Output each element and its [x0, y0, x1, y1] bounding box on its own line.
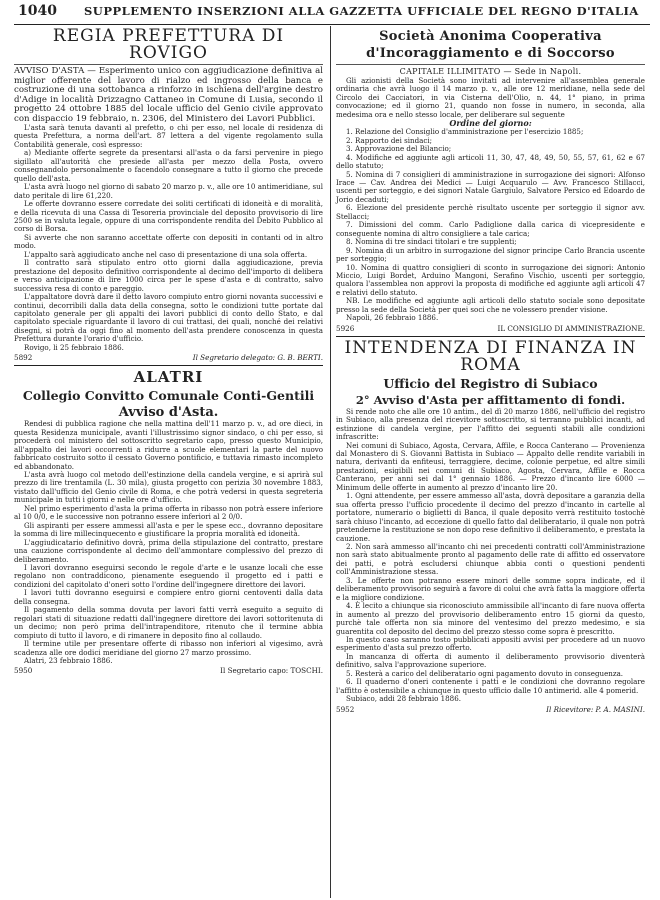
agenda-item: 3. Approvazione del Bilancio; [346, 144, 452, 154]
notice-date: Rovigo, li 25 febbraio 1886. [24, 342, 124, 352]
notice-subtitle-2: 2° Avviso d'Asta per affittamento di fondi. [355, 392, 626, 407]
notice-signature: Il Segretario delegato: G. B. BERTI. [192, 353, 323, 363]
notice-number: 5892 [14, 353, 33, 363]
agenda-list [336, 128, 645, 297]
paragraph: Le offerte dovranno essere corredate dei soliti certificati di idoneità e di moralità, e della ricevuta di una Cassa di Tesoreria provinciale del deposito provvisorio di lire 2500 se in valuta legale, oppure di una corrispondente rendita del Debito Pubblico al corso di Borsa. [14, 199, 323, 234]
paragraph: L'asta sarà tenuta davanti al prefetto, o chi per esso, nel locale di residenza di questa Prefettura, a norma dell'art. 87 lettera a del vigente regolamento sulla Contabilità generale, così espresso: [14, 123, 323, 149]
section-rule [336, 336, 645, 337]
agenda-item: 5. Nomina di 7 consiglieri di amministrazione in surrogazione dei signori: Alfonso Irace — Cav. Andrea dei Medici — Luigi Acquarulo — Avv. Francesco Stillacci, uscenti per sorteggio, e dei signori Natale Gargiulo, Salvatore Persico ed Edoardo de Jorio decaduti; [336, 169, 645, 204]
notice-signature: Il Ricevitore: P. A. MASINI. [546, 704, 645, 714]
paragraph: Gli azionisti della Società sono invitati ad intervenire all'assemblea generale ordinaria che avrà luogo il 14 marzo p. v., alle ore 12 meridiane, nella sede del Circolo dei Cacciatori, in via Cisterna dell'Olio, n. 44, 1° piano, in prima convocazione; ed il giorno 21, quando non fosse in numero, in seconda, alla medesima ora e nello stesso locale, per deliberare sul seguente [336, 76, 645, 119]
paragraph: In mancanza di offerta di aumento il deliberamento provvisorio diventerà definitivo, salva l'approvazione superiore. [336, 651, 645, 670]
paragraph: 4. È lecito a chiunque sia riconosciuto ammissibile all'incanto di fare nuova offerta in aumento al prezzo del provvisorio deliberamento entro 15 giorni da questo, purchè tale offerta non sia minore del ventesimo del prezzo medesimo, e sia guarentita col deposito del decimo del prezzo stesso come sopra è prescritto. [336, 601, 645, 636]
notice-title: INTENDENZA DI FINANZA IN ROMA [344, 337, 637, 375]
notice-date: Alatri, 23 febbraio 1886. [24, 655, 113, 665]
paragraph: I lavori dovranno eseguirsi secondo le regole d'arte e le usanze locali che esse regolano non contraddicono, pienamente eseguendo il progetto ed i patti e condizioni del capitolato d'oneri sotto l'ordine dell'ingegnere direttore dei lavori. [14, 562, 323, 589]
agenda-item: 10. Nomina di quattro consiglieri di sconto in surrogazione dei signori: Antonio Miccio, Luigi Bordet, Arduino Mangoni, Serafino Vischio, uscenti per sorteggio, qualora l'assemblea non approvi la proposta di modifiche ed aggiunte agli articoli 47 e relativi dello statuto. [336, 262, 645, 297]
notice-signature-row [336, 324, 645, 333]
paragraph: a) Mediante offerte segrete da presentarsi all'asta o da farsi pervenire in piego sigillato all'autorità che presiede all'asta per mezzo della Posta, ovvero consegnandolo personalmente o facendolo consegnare a tutto il giorno che precede quello dell'asta. [14, 148, 323, 183]
page-header [14, 0, 650, 25]
paragraph: 1. Ogni attendente, per essere ammesso all'asta, dovrà depositare a garanzia della sua offerta presso l'ufficio procedente il decimo del prezzo d'incanto in cartelle al portatore, numerario o biglietti di Banca, il quale deposito verrà restituito tostochè sarà chiuso l'incanto, ad eccezione di quello fatto dal deliberatario, il quale non potrà pretenderne la restituzione se non dopo rese definitivo il deliberamento, e prestata la cauzione. [336, 491, 645, 543]
agenda-item: 9. Nomina di un arbitro in surrogazione del signor principe Carlo Brancia uscente per sorteggio; [336, 245, 645, 264]
notice-rovigo [14, 28, 323, 362]
notice-title: Collegio Convitto Comunale Conti-Gentili [22, 388, 315, 404]
notice-date: Napoli, 26 febbraio 1886. [346, 313, 439, 323]
notice-intendenza [336, 337, 645, 714]
paragraph: Rendesi di pubblica ragione che nella mattina dell'11 marzo p. v., ad ore dieci, in questa Residenza municipale, avanti l'illustrissimo signor sindaco, o chi per esso, si procederà col ministero del sottoscritto segretario capo, presso questo Municipio, all'appalto dei lavori occorrenti a ridurre a scuole elementari la parte del nuovo fabbricato costruito sotto il cessato Governo pontificio, e tuttavia rimasto incompleto ed abbandonato. [14, 419, 323, 471]
paragraph: 2. Non sarà ammesso all'incanto chi nei precedenti contratti coll'Amministrazione non sarà stato abitualmente pronto al pagamento delle rate di affitto ed osservatore dei patti, e potrà escludersi chiunque abbia conti o questioni pendenti coll'Amministrazione stessa. [336, 541, 645, 577]
notice-date: Subiaco, addi 28 febbraio 1886. [346, 694, 461, 704]
notice-body [14, 420, 323, 657]
paragraph: Gli aspiranti per essere ammessi all'asta e per le spese ecc., dovranno depositare la somma di lire millecinquecento e giustificare la propria moralità ed idoneità. [14, 520, 323, 539]
notice-societa [336, 28, 645, 333]
notice-number: 5926 [336, 323, 355, 333]
left-column [14, 28, 323, 675]
notice-signature: IL CONSIGLIO DI AMMINISTRAZIONE. [497, 323, 645, 333]
paragraph: Si rende noto che alle ore 10 antim., del dì 20 marzo 1886, nell'ufficio del registro in Subiaco, alla presenza del ricevitore sottoscritto, si terranno pubblici incanti, ad estinzione di candela vergine, per l'affitto dei seguenti stabili alle condizioni infrascritte: [336, 406, 645, 442]
section-rule [14, 365, 323, 366]
agenda-item: 2. Rapporto dei sindaci; [346, 135, 433, 145]
agenda-item: 7. Dimissioni del comm. Carlo Padiglione dalla carica di vicepresidente e conseguente nomina di altro consigliere a tale carica; [336, 220, 645, 238]
notice-title: REGIA PREFETTURA DI ROVIGO [52, 26, 285, 63]
column-divider [330, 26, 331, 898]
agenda-title: Ordine del giorno: [449, 118, 532, 129]
agenda-item: 4. Modifiche ed aggiunte agli articoli 11, 30, 47, 48, 49, 50, 55, 57, 61, 62 e 67 dello statuto; [336, 152, 645, 171]
notice-alatri [14, 369, 323, 675]
divider [14, 64, 323, 65]
notice-note: NB. Le modifiche ed aggiunte agli articoli dello statuto sociale sono depositate presso la sede della Società per quei soci che ne volessero prender visione. [336, 296, 645, 314]
notice-signature-row [336, 705, 645, 714]
notice-body [14, 124, 323, 344]
notice-signature-row [14, 666, 323, 675]
paragraph: Nel primo esperimento d'asta la prima offerta in ribasso non potrà essere inferiore al 10 0/0, e le successive non potranno essere inferiori al 2 0/0. [14, 503, 323, 522]
right-column [336, 28, 645, 714]
gazette-page [14, 0, 650, 900]
paragraph: 5. Resterà a carico del deliberatario ogni pagamento dovuto in conseguenza. [346, 668, 624, 678]
paragraph: I lavori tutti dovranno eseguirsi e compiere entro giorni centoventi dalla data della consegna. [14, 588, 323, 606]
paragraph: Il pagamento della somma dovuta per lavori fatti verrà eseguito a seguito di regolari stati di situazione redatti dall'ingegnere direttore dei lavori sottoritenuta di un decimo; non però prima dell'intrapenditore, ritenuto che il termine abbia compiuto di tutto il lavoro, e di rimanere in deposito fino al collaudo. [14, 605, 323, 640]
paragraph: L'asta avrà luogo nel giorno di sabato 20 marzo p. v., alle ore 10 antimeridiane, sul dato peritale di lire 61,220. [14, 182, 323, 200]
page-number: 1040 [18, 3, 57, 19]
paragraph: L'appaltatore dovrà dare il detto lavoro compiuto entro giorni novanta successivi e continui, decorribili dalla data della consegna, sotto le condizioni tutte portate dal capitolato generale per gli appalti dei lavori pubblici di conto dello Stato, e dal capitolato speciale riguardante il lavoro di cui trattasi, dei quali, nonché dei relativi disegni, si potrà da oggi fino al momento dell'asta prendere conoscenza in questa Prefettura durante l'orario d'ufficio. [14, 292, 323, 344]
notice-signature: Il Segretario capo: TOSCHI. [220, 666, 323, 676]
divider [336, 64, 645, 65]
agenda-item: 6. Elezione del presidente perchè risultato uscente per sorteggio il signor avv. Stellacci; [336, 203, 645, 221]
paragraph: L'asta avrà luogo col metodo dell'estinzione della candela vergine, e si aprirà sul prezzo di lire trentamila (L. 30 mila), giusta progetto con perizia 30 novembre 1883, vistato dall'ufficio del Genio civile di Roma, e che potrà vedersi in questa segreteria municipale in tutti i giorni e nelle ore d'ufficio. [14, 470, 323, 505]
notice-body [336, 408, 645, 695]
paragraph: In questo caso saranno tosto pubblicati appositi avvisi per procedere ad un nuovo esperimento d'asta sul prezzo offerto. [336, 634, 645, 653]
notice-number: 5952 [336, 704, 355, 714]
paragraph: Nei comuni di Subiaco, Agosta, Cervara, Affile, e Rocca Canterano — Provenienza dal Monastero di S. Giovanni Battista in Subiaco — Appalto delle rendite variabili in natura, derivanti da enfiteusi, terraggiere, decime, colonie perpetue, ed altre simili prestazioni, esigibili nei comuni di Subiaco, Agosta, Cervara, Affile e Rocca Canterano, per anni sei dal 1° gennaio 1886. — Prezzo d'incanto lire 6000 — Minimum delle offerte in aumento al prezzo d'incanto lire 20. [336, 440, 645, 492]
paragraph: L'aggiudicatario definitivo dovrà, prima della stipulazione del contratto, prestare una cauzione corrispondente al decimo dell'ammontare complessivo del prezzo di deliberamento. [14, 537, 323, 564]
paragraph: 6. Il quaderno d'oneri contenente i patti e le condizioni che dovranno regolare l'affitto è ostensibile a chiunque in questo ufficio dalle 10 antimerid. alle 4 pomerid. [336, 677, 645, 695]
agenda-item: 8. Nomina di tre sindaci titolari e tre supplenti; [346, 237, 517, 247]
agenda-item: 1. Relazione del Consiglio d'amministrazione per l'esercizio 1885; [346, 127, 584, 137]
paragraph: L'appalto sarà aggiudicato anche nel caso di presentazione di una sola offerta. [24, 249, 308, 259]
notice-subtitle: Avviso d'Asta. [118, 405, 219, 421]
page-header-title: SUPPLEMENTO INSERZIONI ALLA GAZZETTA UFFICIALE DEL REGNO D'ITALIA [84, 4, 639, 18]
notice-title: Società Anonima Cooperativa d'Incoraggiamento e di Soccorso [366, 29, 615, 61]
notice-number: 5950 [14, 666, 33, 676]
notice-subtitle: Ufficio del Registro di Subiaco [383, 375, 598, 391]
paragraph: Il termine utile per presentare offerte di ribasso non inferiori al vigesimo, avrà scadenza alle ore dodici meridiane del giorno 27 marzo prossimo. [14, 639, 323, 657]
paragraph: Il contratto sarà stipulato entro otto giorni dalla aggiudicazione, previa prestazione del deposito definitivo corrispondente al decimo dell'importo di delibera e verso anticipazione di lire 1000 circa per le spese d'asta e di contratto, salvo successiva resa di conto e pareggio. [14, 258, 323, 293]
notice-signature-row [14, 353, 323, 362]
notice-capital: CAPITALE ILLIMITATO — Sede in Napoli. [399, 67, 582, 76]
notice-place: ALATRI [133, 368, 204, 387]
paragraph: Si avverte che non saranno accettate offerte con depositi in contanti od in altro modo. [14, 232, 323, 251]
paragraph: 3. Le offerte non potranno essere minori delle somme sopra indicate, ed il deliberamento provvisorio seguirà a favore di colui che avrà fatta la maggiore offerta e la migliore condizione. [336, 575, 645, 602]
notice-lead: AVVISO D'ASTA — Esperimento unico con aggiudicazione definitiva al miglior offerente del lavoro di rialzo ed ingrosso della banca e costruzione di una sottobanca a rinforzo in ischiena dell'argine destro d'Adige in località Drizzagno Cattaneo in Comune di Lusia, secondo il progetto 24 ottobre 1885 del locale ufficio del Genio civile approvato con dispaccio 19 febbraio, n. 2306, del Ministero dei Lavori Pubblici. [14, 66, 323, 124]
